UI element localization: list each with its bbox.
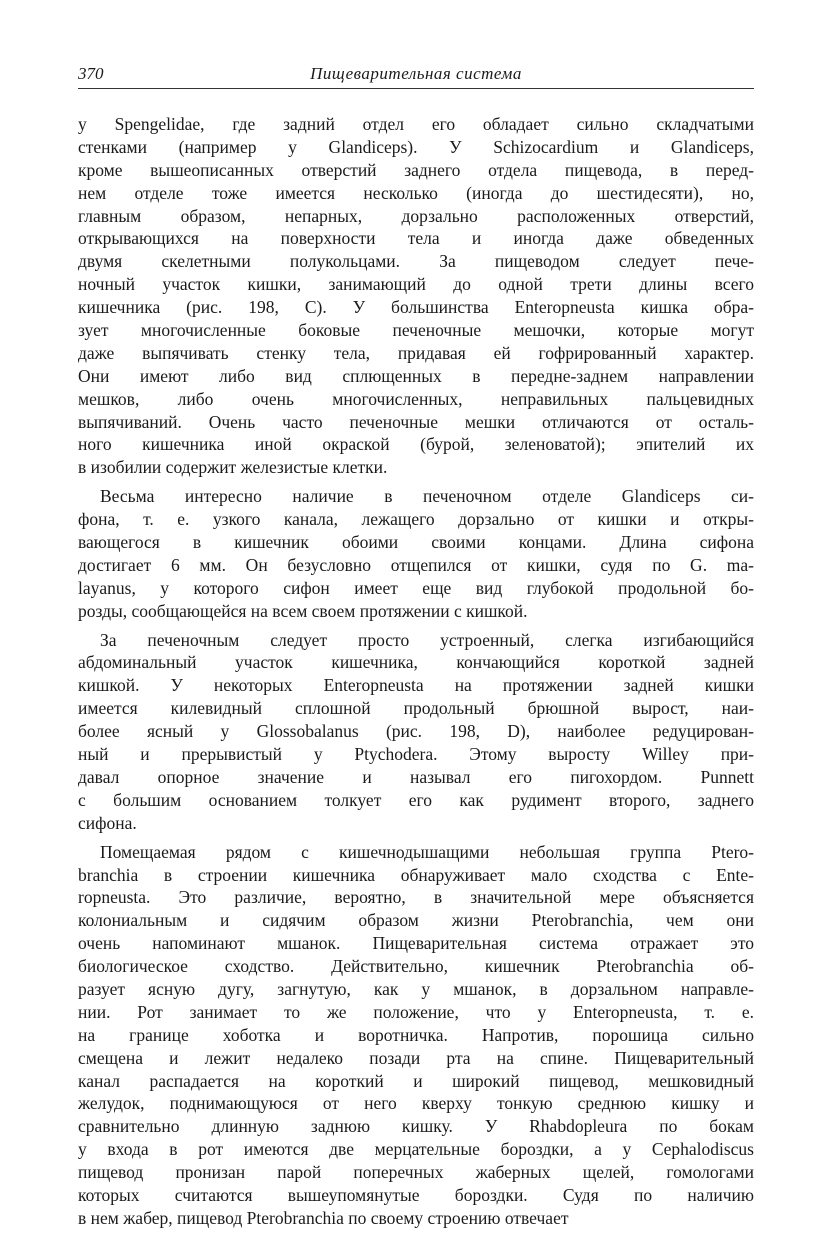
text-line: зует многочисленные боковые печеночные мешочки, которые могут <box>78 320 754 341</box>
text-line: За печеночным следует просто устроенный, слегка изгибающийся <box>100 629 754 650</box>
text-line: двумя скелетными полукольцами. За пищеводом следует пече- <box>78 251 754 272</box>
text-line: колониальным и сидячим образом жизни Pterobranchia, чем они <box>78 910 754 931</box>
body-text <box>78 113 754 1236</box>
text-line: ного кишечника иной окраской (бурой, зеленоватой); эпителий их <box>78 434 754 455</box>
text-line: на границе хоботка и воротничка. Напротив, порошица сильно <box>78 1024 754 1045</box>
text-line: вающегося в кишечник обоими своими концами. Длина сифона <box>78 532 754 553</box>
paragraph <box>78 841 754 1230</box>
text-line: выпячиваний. Очень часто печеночные мешки отличаются от осталь- <box>78 411 754 432</box>
text-line: желудок, поднимающуюся от него кверху тонкую среднюю кишку и <box>78 1093 754 1114</box>
text-line: которых считаются вышеупомянутые бороздки. Судя по наличию <box>78 1184 754 1205</box>
text-line: мешков, либо очень многочисленных, неправильных пальцевидных <box>78 388 754 409</box>
text-line: Помещаемая рядом с кишечнодышащими небольшая группа Ptero- <box>100 841 754 862</box>
text-line: сравнительно длинную заднюю кишку. У Rhabdopleura по бокам <box>78 1116 754 1137</box>
page-number: 370 <box>78 64 104 83</box>
text-line: ropneusta. Это различие, вероятно, в значительной мере объясняется <box>78 887 754 908</box>
text-line: Весьма интересно наличие в печеночном отделе Glandiceps си- <box>100 486 754 507</box>
text-line: кишкой. У некоторых Enteropneusta на протяжении задней кишки <box>78 675 754 696</box>
text-line: кишечника (рис. 198, C). У большинства Enteropneusta кишка обра- <box>78 297 754 318</box>
text-line: очень напоминают мшанок. Пищеварительная система отражает это <box>78 933 754 954</box>
text-line: достигает 6 мм. Он безусловно отщепился от кишки, судя по G. ma- <box>78 554 754 575</box>
page-header <box>78 62 754 89</box>
paragraph <box>78 629 754 835</box>
text-line: ночный участок кишки, занимающий до одной трети длины всего <box>78 274 754 295</box>
paragraph <box>78 485 754 622</box>
text-line: layanus, у которого сифон имеет еще вид глубокой продольной бо- <box>78 577 754 598</box>
paragraph <box>78 113 754 479</box>
text-line: фона, т. е. узкого канала, лежащего дорзально от кишки и откры- <box>78 509 754 530</box>
text-line: у входа в рот имеются две мерцательные бороздки, а у Cephalodiscus <box>78 1139 754 1160</box>
text-line: биологическое сходство. Действительно, кишечник Pterobranchia об- <box>78 956 754 977</box>
text-line: стенками (например у Glandiceps). У Schizocardium и Glandiceps, <box>78 136 754 157</box>
text-line: ный и прерывистый у Ptychodera. Этому выросту Willey при- <box>78 744 754 765</box>
text-line: пищевод пронизан парой поперечных жаберных щелей, гомологами <box>78 1162 754 1183</box>
text-line: разует ясную дугу, загнутую, как у мшанок, в дорзальном направле- <box>78 978 754 999</box>
text-line: смещена и лежит недалеко позади рта на спине. Пищеварительный <box>78 1047 754 1068</box>
running-title: Пищеварительная система <box>310 64 522 83</box>
text-line: более ясный у Glossobalanus (рис. 198, D), наиболее редуцирован- <box>78 721 754 742</box>
text-line: сифона. <box>78 812 137 833</box>
text-line: в нем жабер, пищевод Pterobranchia по своему строению отвечает <box>78 1207 569 1228</box>
text-line: в изобилии содержит железистые клетки. <box>78 457 388 478</box>
text-line: branchia в строении кишечника обнаруживает мало сходства с Ente- <box>78 864 754 885</box>
text-line: розды, сообщающейся на всем своем протяжении с кишкой. <box>78 600 528 621</box>
text-line: кроме вышеописанных отверстий заднего отдела пищевода, в перед- <box>78 159 754 180</box>
text-line: даже выпячивать стенку тела, придавая ей гофрированный характер. <box>78 342 754 363</box>
text-line: у Spengelidae, где задний отдел его обладает сильно складчатыми <box>78 114 754 134</box>
text-line: Они имеют либо вид сплющенных в передне-заднем направлении <box>78 365 754 386</box>
text-line: канал распадается на короткий и широкий пищевод, мешковидный <box>78 1070 754 1091</box>
text-line: абдоминальный участок кишечника, кончающийся короткой задней <box>78 652 754 673</box>
text-line: нем отделе тоже имеется несколько (иногда до шестидесяти), но, <box>78 182 754 203</box>
text-line: давал опорное значение и называл его пигохордом. Punnett <box>78 766 754 787</box>
text-line: с большим основанием толкует его как рудимент второго, заднего <box>78 789 754 810</box>
text-line: главным образом, непарных, дорзально расположенных отверстий, <box>78 205 754 226</box>
text-line: нии. Рот занимает то же положение, что у Enteropneusta, т. е. <box>78 1001 754 1022</box>
text-line: открывающихся на поверхности тела и иногда даже обведенных <box>78 228 754 249</box>
text-line: имеется килевидный сплошной продольный брюшной вырост, наи- <box>78 698 754 719</box>
